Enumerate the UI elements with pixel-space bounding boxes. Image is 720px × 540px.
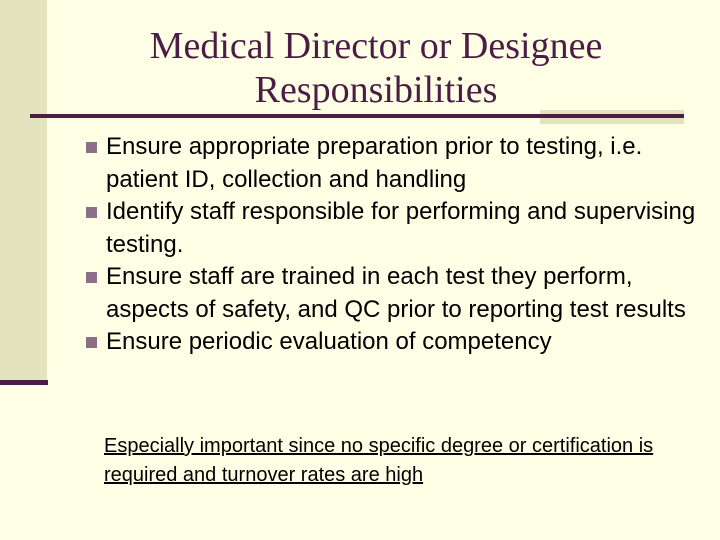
slide-title-line-1: Medical Director or Designee [149,25,603,67]
bullet-text: Ensure appropriate preparation prior to testing, i.e. patient ID, collection and handling [106,133,643,193]
left-band-accent-line [0,380,48,385]
left-decorative-band [0,0,47,383]
bullet-item [80,131,700,196]
bullet-list [80,131,700,359]
bullet-item [80,261,700,326]
slide-title-line-2: Responsibilities [254,69,498,111]
square-bullet-icon [86,207,97,218]
square-bullet-icon [86,272,97,283]
bullet-text: Identify staff responsible for performing and supervising testing. [106,198,696,258]
bullet-item [80,196,700,261]
bullet-text: Ensure periodic evaluation of competency [106,328,552,355]
title-underline-accent [540,114,684,118]
slide-title [60,24,692,112]
underlined-note: Especially important since no specific degree or certification is required and turnover rates are high [104,435,654,486]
title-underline-rule [30,114,540,118]
bullet-item [80,326,700,359]
bullet-text: Ensure staff are trained in each test they perform, aspects of safety, and QC prior to reporting test results [106,263,686,323]
square-bullet-icon [86,337,97,348]
square-bullet-icon [86,142,97,153]
